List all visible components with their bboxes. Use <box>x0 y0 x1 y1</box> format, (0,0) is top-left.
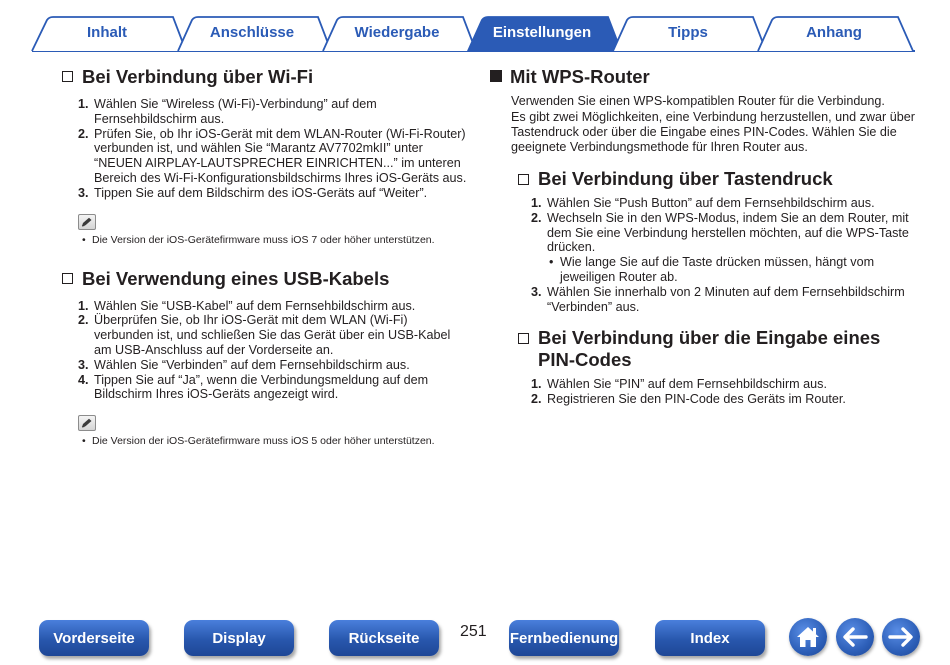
pencil-note-icon <box>78 214 96 230</box>
list-item: 3. Wählen Sie “Verbinden” auf dem Fernsehbildschirm aus. <box>78 357 410 372</box>
list-item: 3. Tippen Sie auf dem Bildschirm des iOS-Geräts auf “Weiter”. <box>78 185 428 200</box>
list-item: 1. Wählen Sie “PIN” auf dem Fernsehbildschirm aus. <box>531 377 827 392</box>
list-item: 4. Tippen Sie auf “Ja”, wenn die Verbindungsmeldung auf dem Bildschirm Ihres iOS-Geräts angezeigt wird. <box>78 372 429 402</box>
checkbox-square-icon <box>62 273 73 284</box>
checkbox-square-icon <box>62 71 73 82</box>
pin-heading: Bei Verbindung über die Eingabe eines PIN-Codes <box>518 327 920 371</box>
pin-steps <box>531 377 920 407</box>
left-column <box>62 66 467 448</box>
tab-anhang[interactable]: Anhang <box>806 24 862 41</box>
tab-einstellungen[interactable]: Einstellungen <box>492 24 592 41</box>
back-button[interactable] <box>836 618 874 656</box>
wps-intro: Verwenden Sie einen WPS-kompatiblen Router für die Verbindung. <box>511 94 885 108</box>
index-button[interactable]: Index <box>655 620 765 656</box>
forward-button[interactable] <box>882 618 920 656</box>
tab-bar <box>0 0 950 56</box>
tab-inhalt[interactable]: Inhalt <box>87 24 127 41</box>
list-item: 2. Wechseln Sie in den WPS-Modus, indem Sie an dem Router, mit dem Sie eine Verbindung herstellen möchten, auf die WPS-Taste drücken. • Wie lange Sie auf die Taste drücken müssen, hängt vom jeweiligen Router ab. <box>531 211 920 285</box>
arrow-right-icon <box>888 627 914 647</box>
wifi-note: • Die Version der iOS-Gerätefirmware muss iOS 7 oder höher unterstützen. <box>80 234 467 247</box>
checkbox-square-icon <box>518 333 529 344</box>
list-item: 2. Überprüfen Sie, ob Ihr iOS-Gerät mit dem WLAN (Wi-Fi) verbunden ist, und schließen Sie das Gerät über ein USB-Kabel am USB-Anschluss auf der Vorderseite an. <box>78 313 451 357</box>
arrow-left-icon <box>842 627 868 647</box>
home-button[interactable] <box>789 618 827 656</box>
push-heading: Bei Verbindung über Tastendruck <box>518 168 920 190</box>
push-steps <box>531 196 920 314</box>
right-column <box>490 66 920 407</box>
list-item: 2. Prüfen Sie, ob Ihr iOS-Gerät mit dem WLAN-Router (Wi-Fi-Router) verbunden ist, und wählen Sie “Marantz AV7702mkII” unter “NEUEN AIRPLAY-LAUTSPRECHER EINRICHTEN...” im unteren Bereich des Wi-Fi-Konfigurationsbildschirms Ihres iOS-Geräts aus. <box>78 126 467 185</box>
home-icon <box>795 625 821 649</box>
tab-wiedergabe[interactable]: Wiedergabe <box>354 24 440 41</box>
filled-square-icon <box>490 70 502 82</box>
list-item: 1. Wählen Sie “Push Button” auf dem Fernsehbildschirm aus. <box>531 196 875 210</box>
wifi-heading: Bei Verbindung über Wi-Fi <box>62 66 467 88</box>
remote-control-button[interactable]: Fernbedienung <box>509 620 619 656</box>
list-item: 1. Wählen Sie “USB-Kabel” auf dem Fernsehbildschirm aus. <box>78 298 416 313</box>
usb-heading: Bei Verwendung eines USB-Kabels <box>62 268 467 290</box>
wps-description: Es gibt zwei Möglichkeiten, eine Verbindung herzustellen, und zwar über Tastendruck oder über die Eingabe eines PIN-Codes. Wählen Sie die geeignete Verbindungsmethode für Ihren Router aus. <box>511 110 915 154</box>
front-panel-button[interactable]: Vorderseite <box>39 620 149 656</box>
checkbox-square-icon <box>518 174 529 185</box>
tab-anschluesse[interactable]: Anschlüsse <box>209 24 295 41</box>
pencil-note-icon <box>78 415 96 431</box>
wifi-steps <box>62 97 467 201</box>
usb-note: • Die Version der iOS-Gerätefirmware muss iOS 5 oder höher unterstützen. <box>80 435 467 448</box>
wps-heading: Mit WPS-Router <box>490 66 920 88</box>
list-item: 3. Wählen Sie innerhalb von 2 Minuten auf dem Fernsehbildschirm “Verbinden” aus. <box>531 284 905 314</box>
usb-steps <box>62 299 467 403</box>
tab-tipps[interactable]: Tipps <box>668 24 708 41</box>
page-number: 251 <box>460 623 487 640</box>
list-item: 2. Registrieren Sie den PIN-Code des Geräts im Router. <box>531 392 846 407</box>
display-button[interactable]: Display <box>184 620 294 656</box>
list-item: 1. Wählen Sie “Wireless (Wi-Fi)-Verbindung” auf dem Fernsehbildschirm aus. <box>78 97 377 126</box>
push-step2-bullet: • Wie lange Sie auf die Taste drücken müssen, hängt vom jeweiligen Router ab. <box>547 255 920 285</box>
rear-panel-button[interactable]: Rückseite <box>329 620 439 656</box>
